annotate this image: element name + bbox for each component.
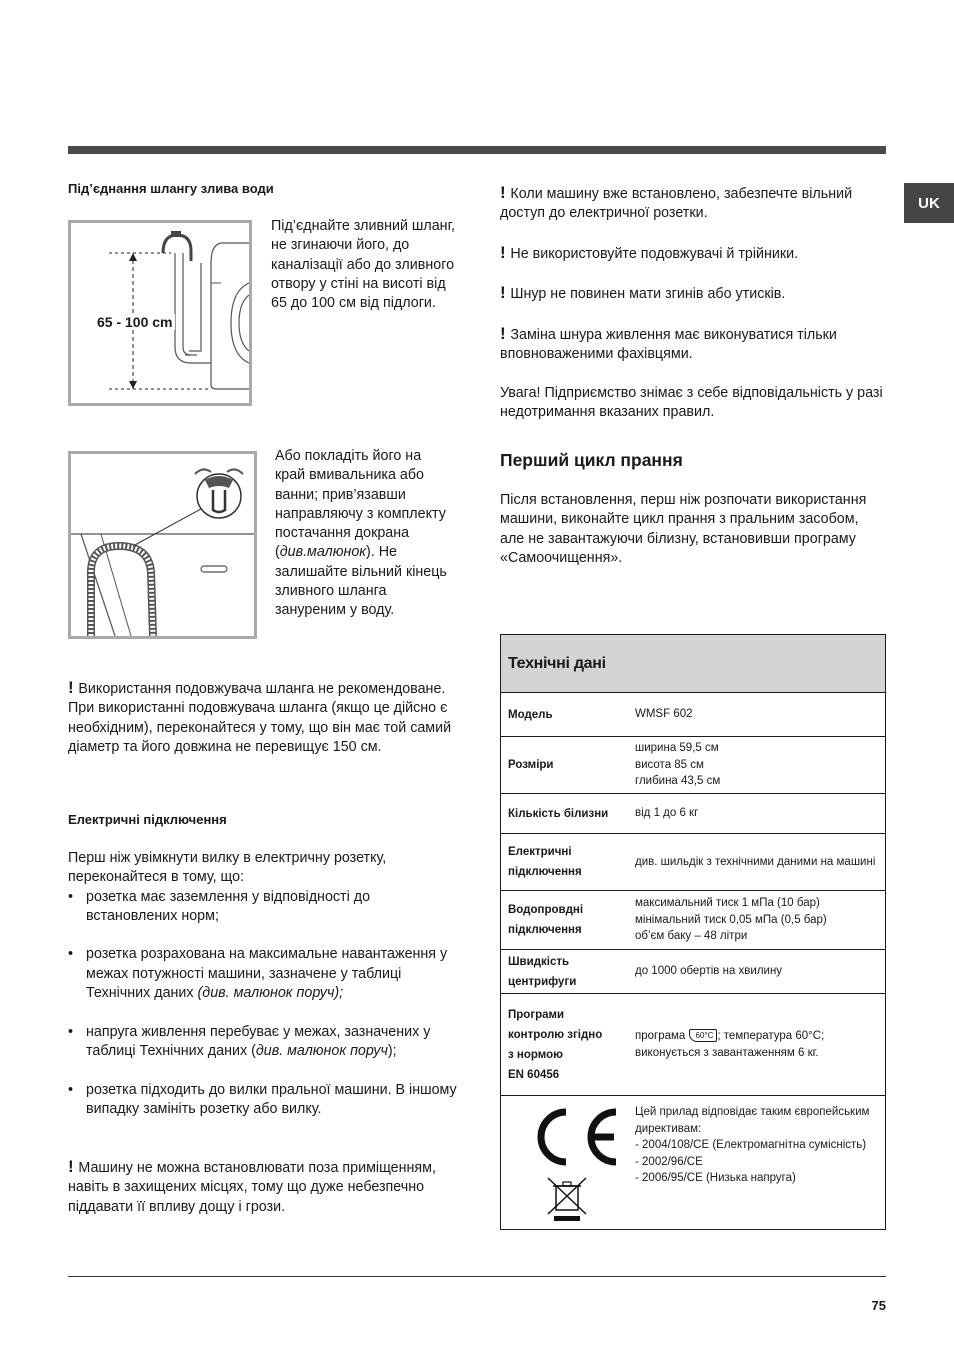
ce-directives: Цей прилад відповідає таким європейським директивам: - 2004/108/CE (Електромагнітна сумісність) - 2002/96/CE - 2006/95/CE (Низька напруга) bbox=[635, 1106, 870, 1184]
warning-icon: ! bbox=[500, 183, 511, 202]
row-value: ширина 59,5 см висота 85 см глибина 43,5 см bbox=[635, 742, 721, 788]
ce-marks bbox=[501, 1096, 635, 1229]
drain-wall-figure bbox=[68, 220, 252, 406]
row-label: Швидкість центрифуги bbox=[508, 955, 577, 988]
row-value: від 1 до 6 кг bbox=[635, 807, 699, 820]
warning-2: ! Не використовуйте подовжувачі й трійники. bbox=[500, 242, 799, 262]
warning-1: ! Коли машину вже встановлено, забезпечте вільний доступ до електричної розетки. bbox=[500, 183, 853, 222]
liability-note: Увага! Підприємство знімає з себе відповідальність у разі недотримання вказаних правил. bbox=[500, 384, 883, 421]
warning-icon: ! bbox=[500, 283, 511, 303]
row-value: до 1000 обертів на хвилину bbox=[635, 965, 783, 978]
first-cycle-text: Після встановлення, перш ніж розпочати використання машини, виконайте цикл прання з пральним засобом, але не завантажуючи білизну, встановивши програму «Самоочищення». bbox=[500, 492, 867, 566]
hose-extension-warning: ! Використання подовжувача шланга не рекомендоване. При використанні подовжувача шланга (якщо це дійсно є необхідним), переконайтеся у тому, що він має той самий діаметр та його довжина не перевищує 150 см. bbox=[68, 678, 452, 755]
warning-icon: ! bbox=[500, 242, 511, 262]
row-value: максимальний тиск 1 мПа (10 бар) мінімальний тиск 0,05 мПа (0,5 бар) об’єм баку – 48 літри bbox=[635, 897, 827, 943]
warning-icon: ! bbox=[68, 1157, 79, 1176]
drain-wall-illustration bbox=[71, 223, 249, 403]
tech-table-title: Технічні дані bbox=[501, 635, 885, 693]
drain-para-2: Або покладіть його на край вмивальника або ванни; прив’язавши направляючу з комплекту постачання докрана (див.малюнок). Не залишайте вільний кінець зливного шланга зануреним у воду. bbox=[275, 448, 447, 619]
warning-icon: ! bbox=[500, 324, 511, 344]
row-label: Модель bbox=[508, 708, 553, 721]
table-row bbox=[501, 834, 885, 891]
row-label: Розміри bbox=[508, 759, 554, 771]
electrical-bullet-2: • розетка розрахована на максимальне навантаження у межах потужності машини, зазначене у таблиці Технічних даних (див. малюнок поруч); bbox=[68, 945, 460, 1003]
table-row bbox=[501, 994, 885, 1096]
table-row bbox=[501, 693, 885, 737]
table-row bbox=[501, 1096, 885, 1229]
weee-bin-icon bbox=[548, 1178, 586, 1221]
warning-4: ! Заміна шнура живлення має виконуватися тільки вповноваженими фахівцями. bbox=[500, 324, 837, 363]
language-tab: UK bbox=[904, 183, 954, 223]
program-60c-icon: 60°C bbox=[689, 1029, 718, 1042]
outdoor-warning: ! Машину не можна встановлювати поза приміщенням, навіть в захищених місцях, тому що дуже небезпечно піддавати її впливу дощу і грози. bbox=[68, 1157, 436, 1215]
row-label: Програми контролю згідно з нормою EN 60456 bbox=[508, 1008, 603, 1081]
electrical-intro: Перш ніж увімкнути вилку в електричну розетку, переконайтеся в тому, що: bbox=[68, 850, 387, 886]
row-value: WMSF 602 bbox=[635, 708, 693, 721]
row-label: Кількість білизни bbox=[508, 807, 609, 820]
row-label: Водопровдні підключення bbox=[508, 904, 584, 936]
warning-3: ! Шнур не повинен мати згинів або утисків. bbox=[500, 283, 786, 303]
electrical-bullet-1: • розетка має заземлення у відповідності до встановлених норм; bbox=[68, 888, 460, 927]
height-range-label: 65 - 100 cm bbox=[97, 314, 173, 330]
electrical-bullet-4: • розетка підходить до вилки пральної машини. В іншому випадку замініть розетку або вилку. bbox=[68, 1081, 460, 1120]
table-row bbox=[501, 950, 885, 994]
page-number: 75 bbox=[871, 1298, 886, 1313]
electrical-section bbox=[68, 849, 460, 1119]
tech-data-table bbox=[500, 634, 886, 1230]
table-row bbox=[501, 737, 885, 794]
row-value: див. шильдік з технічними даними на машині bbox=[635, 855, 876, 868]
table-row bbox=[501, 794, 885, 834]
footer-rule bbox=[68, 1276, 886, 1277]
drain-para-1: Під’єднайте зливний шланг, не згинаючи його, до каналізації або до зливного отвору у стіні на висоті від 65 до 100 см від підлоги. bbox=[271, 218, 456, 312]
electrical-heading: Електричні підключення bbox=[68, 812, 227, 827]
first-cycle-heading: Перший цикл прання bbox=[500, 450, 683, 470]
ce-mark-icon bbox=[518, 1100, 618, 1222]
table-row bbox=[501, 891, 885, 950]
top-rule bbox=[68, 146, 886, 154]
row-value: програма 60°C ; температура 60°C; виконується з завантаженням 6 кг. bbox=[635, 1030, 825, 1059]
electrical-bullet-3: • напруга живлення перебуває у межах, зазначених у таблиці Технічних даних (див. малюнок поруч); bbox=[68, 1023, 460, 1062]
drain-sink-figure bbox=[68, 451, 257, 639]
row-label: Електричні підключення bbox=[508, 846, 582, 878]
right-warnings bbox=[500, 183, 886, 423]
drain-sink-illustration bbox=[71, 454, 254, 636]
warning-icon: ! bbox=[68, 678, 79, 697]
drain-heading: Під’єднання шлангу злива води bbox=[68, 181, 274, 196]
